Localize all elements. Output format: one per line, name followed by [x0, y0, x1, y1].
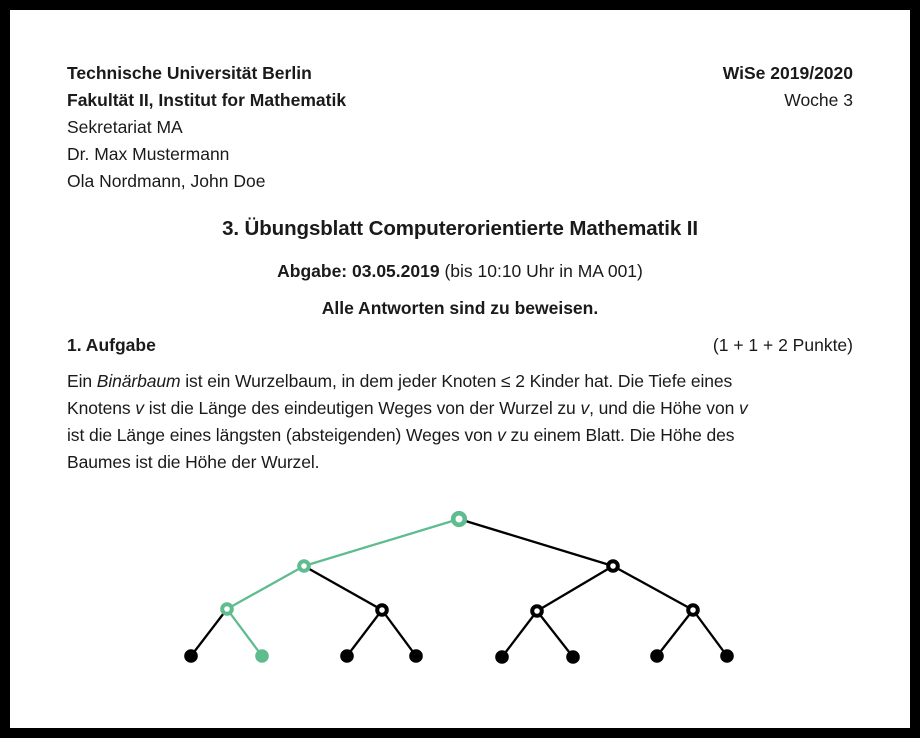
tree-edge-ll-llr: [227, 609, 262, 656]
proof-notice: Alle Antworten sind zu beweisen.: [321, 298, 599, 318]
tree-internal-node-root: [453, 513, 465, 525]
tree-edge-rr-rrr: [693, 610, 727, 656]
tree-edge-l-lr: [304, 566, 382, 610]
body-line: ist die Länge eines längsten (absteigenden) Weges von v zu einem Blatt. Die Höhe des: [67, 425, 735, 445]
tree-internal-node-rl: [532, 606, 542, 616]
sheet-title: 3. Übungsblatt Computerorientierte Mathematik II: [222, 217, 698, 240]
header-right-block: [723, 60, 853, 114]
tree-internal-node-ll: [222, 604, 232, 614]
tree-leaf-node-lrr: [409, 649, 423, 663]
tree-edge-rr-rrl: [657, 610, 693, 656]
institution-name: Technische Universität Berlin: [67, 63, 312, 83]
assistant-names: Ola Nordmann, John Doe: [67, 171, 266, 191]
tree-edge-rl-rlr: [537, 611, 573, 657]
tree-internal-node-l: [299, 561, 309, 571]
tree-edge-root-l: [304, 519, 459, 566]
tree-leaf-node-llr: [255, 649, 269, 663]
tree-leaf-node-lrl: [340, 649, 354, 663]
tree-edge-r-rl: [537, 566, 613, 611]
tree-edge-r-rr: [613, 566, 693, 610]
tree-leaf-node-rrl: [650, 649, 664, 663]
semester-label: WiSe 2019/2020: [722, 63, 853, 83]
tree-internal-node-lr: [377, 605, 387, 615]
tree-edge-lr-lrl: [347, 610, 382, 656]
tree-leaf-node-rrr: [720, 649, 734, 663]
submission-details: (bis 10:10 Uhr in MA 001): [439, 261, 643, 281]
exercise-points: (1 + 1 + 2 Punkte): [712, 335, 853, 355]
tree-leaf-node-rll: [495, 650, 509, 664]
tree-leaf-node-rlr: [566, 650, 580, 664]
submission-deadline: Abgabe: 03.05.2019: [277, 261, 440, 281]
exercise-heading-row: [67, 332, 853, 359]
tree-edge-l-ll: [227, 566, 304, 609]
exercise-body-text: [67, 368, 748, 476]
tree-internal-node-rr: [688, 605, 698, 615]
tree-leaf-node-lll: [184, 649, 198, 663]
office-name: Sekretariat MA: [67, 117, 183, 137]
tree-edge-ll-lll: [191, 609, 227, 656]
body-line: Knotens v ist die Länge des eindeutigen Weges von der Wurzel zu v, und die Höhe von v: [67, 398, 748, 418]
tree-internal-node-r: [608, 561, 618, 571]
tree-edge-rl-rll: [502, 611, 537, 657]
week-label: Woche 3: [784, 90, 853, 110]
exercise-heading: 1. Aufgabe: [67, 335, 156, 355]
body-line: Ein Binärbaum ist ein Wurzelbaum, in dem jeder Knoten ≤ 2 Kinder hat. Die Tiefe eines: [67, 371, 733, 391]
tree-edge-lr-lrr: [382, 610, 416, 656]
body-line: Baumes ist die Höhe der Wurzel.: [67, 452, 320, 472]
header-left-block: [67, 60, 346, 195]
lecturer-name: Dr. Max Mustermann: [67, 144, 230, 164]
faculty-name: Fakultät II, Institut for Mathematik: [67, 90, 347, 110]
tree-edge-root-r: [459, 519, 613, 566]
submission-line: [10, 258, 910, 285]
